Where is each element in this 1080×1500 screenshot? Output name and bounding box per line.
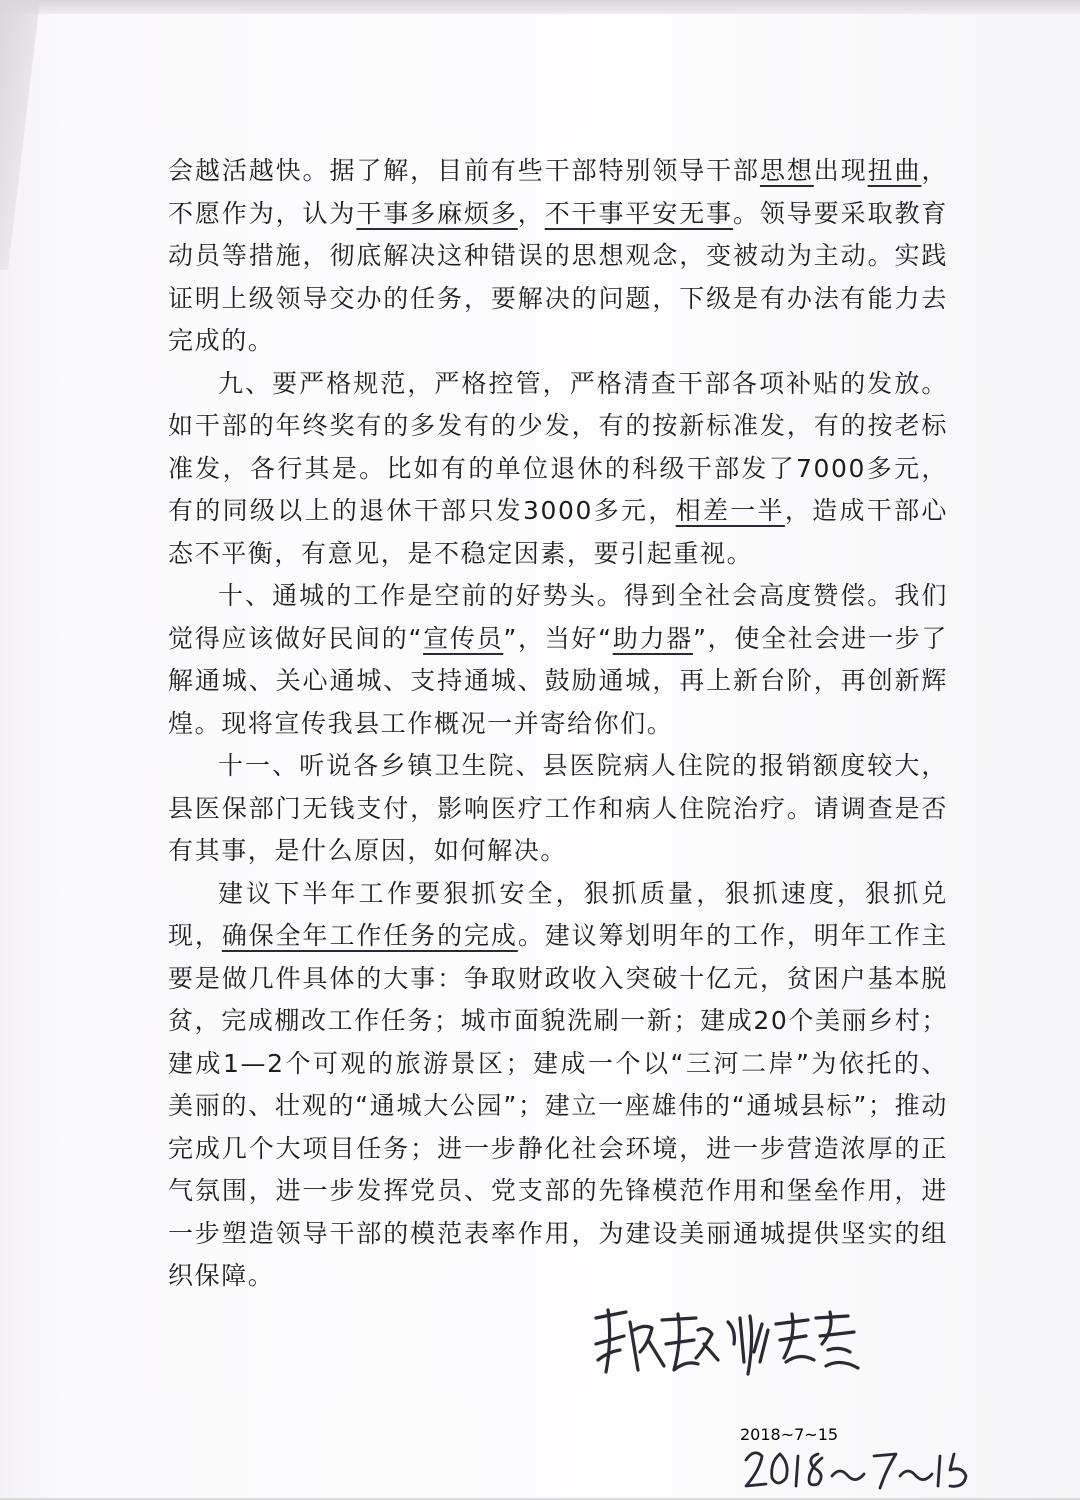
text-run: ， bbox=[517, 198, 545, 228]
pen-underlined-phrase: 思想 bbox=[759, 156, 814, 185]
scan-top-edge bbox=[0, 0, 1080, 14]
paragraph-continuation bbox=[168, 150, 948, 363]
text-run: ，造成干部心态不平衡，有意见，是不稳定因素，要引起重视。 bbox=[168, 496, 949, 568]
text-run: 。领导要采取教育动员等措施，彻底解决这种错误的思想观念，变被动为主动。实践证明上级领导交办的任务，要解决的问题，下级是有办法有能力去完成的。 bbox=[168, 198, 948, 355]
pen-underlined-phrase: 确保全年工作任务的完成 bbox=[221, 921, 518, 950]
pen-underlined-phrase: 相差一半 bbox=[675, 496, 785, 525]
pen-underlined-phrase: 扭曲 bbox=[867, 156, 922, 185]
text-run: 。建议筹划明年的工作，明年工作主要是做几件具体的大事：争取财政收入突破十亿元，贫困户基本脱贫，完成棚改工作任务；城市面貌洗刷一新；建成20个美丽乡村；建成1—2个可观的旅游景区；建成一个以“三河二岸”为依托的、美丽的、壮观的“通城大公园”；建立一座雄伟的“通城县标”；推动完成几个大项目任务；进一步静化社会环境，进一步营造浓厚的正气氛围，进一步发挥党员、党支部的先锋模范作用和堡垒作用，进一步塑造领导干部的模范表率作用，为建设美丽通城提供坚实的组织保障。 bbox=[168, 921, 949, 1290]
text-run: 会越活越快。据了解，目前有些干部特别领导干部 bbox=[168, 156, 760, 185]
paragraph-item-9 bbox=[168, 363, 948, 576]
handwritten-date bbox=[740, 1425, 975, 1500]
text-run: ，不愿作为，认为 bbox=[168, 156, 949, 228]
paper-fold-shadow bbox=[0, 0, 40, 270]
text-run: ”，当好“ bbox=[503, 623, 613, 653]
handwritten-signature bbox=[578, 1300, 878, 1390]
text-run: 九、要严格规范，严格控管，严格清查干部各项补贴的发放。如干部的年终奖有的多发有的少发，有的按新标准发，有的按老标准发，各行其是。比如有的单位退休的科级干部发了7000多元，有的同级以上的退休干部只发3000多元， bbox=[168, 368, 948, 525]
paragraph-item-10 bbox=[168, 575, 948, 745]
paragraph-suggestions bbox=[168, 873, 948, 1298]
pen-underlined-phrase: 不干事平安无事 bbox=[544, 198, 734, 228]
pen-underlined-phrase: 宣传员 bbox=[423, 623, 504, 653]
handwritten-date-text: 2018~7~15 bbox=[740, 1425, 839, 1444]
text-run: ”，使全社会进一步了解通城、关心通城、支持通城、鼓励通城，再上新台阶，再创新辉煌。现将宣传我县工作概况一并寄给你们。 bbox=[168, 623, 949, 738]
text-run: 建议下半年工作要狠抓安全，狠抓质量，狠抓速度，狠抓兑现， bbox=[168, 878, 948, 950]
paragraph-item-11 bbox=[168, 745, 948, 873]
text-run: 十一、听说各乡镇卫生院、县医院病人住院的报销额度较大，县医保部门无钱支付，影响医疗工作和病人住院治疗。请调查是否有其事，是什么原因，如何解决。 bbox=[168, 751, 948, 865]
letter-body bbox=[168, 150, 948, 1298]
pen-underlined-phrase: 干事多麻烦多 bbox=[356, 198, 518, 228]
text-run: 出现 bbox=[813, 156, 868, 185]
pen-underlined-phrase: 助力器 bbox=[612, 623, 693, 653]
text-run: 十、通城的工作是空前的好势头。得到全社会高度赞偿。我们觉得应该做好民间的“ bbox=[168, 581, 948, 653]
